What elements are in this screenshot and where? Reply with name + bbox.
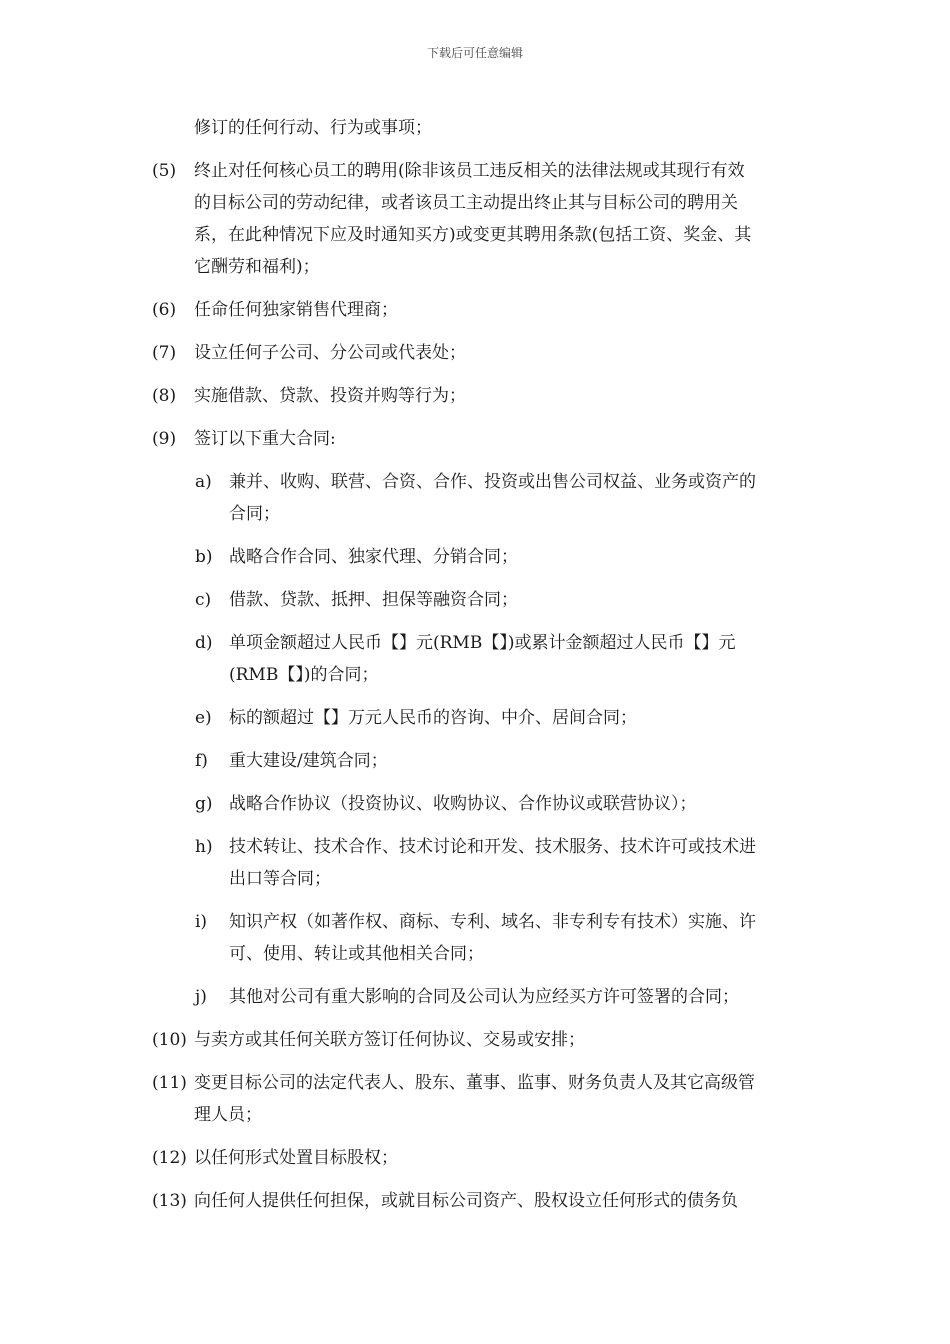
list-marker: b) bbox=[195, 547, 213, 567]
list-marker: c) bbox=[195, 590, 212, 610]
list-item bbox=[0, 1185, 950, 1217]
list-item-continuation bbox=[0, 938, 950, 970]
line-gap bbox=[0, 820, 950, 831]
list-text: 实施借款、贷款、投资并购等行为； bbox=[194, 386, 466, 406]
list-item bbox=[0, 1067, 950, 1099]
list-text: 出口等合同； bbox=[229, 869, 331, 889]
list-item bbox=[0, 627, 950, 659]
line-gap bbox=[0, 970, 950, 981]
list-marker: d) bbox=[195, 633, 213, 653]
list-marker: e) bbox=[195, 708, 212, 728]
list-marker: (12) bbox=[152, 1148, 187, 1168]
list-marker: (6) bbox=[152, 300, 177, 320]
line-gap bbox=[0, 455, 950, 466]
line-gap bbox=[0, 777, 950, 788]
list-text: (RMB【】)的合同； bbox=[229, 665, 379, 685]
list-text: 任命任何独家销售代理商； bbox=[194, 300, 398, 320]
list-marker: (7) bbox=[152, 343, 177, 363]
document-body bbox=[0, 112, 950, 1217]
list-item bbox=[0, 294, 950, 326]
line-gap bbox=[0, 734, 950, 745]
page-header: 下载后可任意编辑 bbox=[426, 46, 523, 60]
list-marker: g) bbox=[195, 794, 213, 814]
list-marker: (10) bbox=[152, 1030, 187, 1050]
line-gap bbox=[0, 895, 950, 906]
line-gap bbox=[0, 1056, 950, 1067]
list-item bbox=[0, 380, 950, 412]
list-item bbox=[0, 155, 950, 187]
list-text: 的目标公司的劳动纪律，或者该员工主动提出终止其与目标公司的聘用关 bbox=[194, 193, 738, 213]
line-gap bbox=[0, 1013, 950, 1024]
line-gap bbox=[0, 412, 950, 423]
list-item bbox=[0, 981, 950, 1013]
list-item bbox=[0, 745, 950, 777]
list-item-continuation bbox=[0, 659, 950, 691]
list-item bbox=[0, 1024, 950, 1056]
list-text: 修订的任何行动、行为或事项； bbox=[194, 118, 432, 138]
list-item bbox=[0, 831, 950, 863]
list-item-continuation bbox=[0, 251, 950, 283]
list-item bbox=[0, 541, 950, 573]
list-text: 技术转让、技术合作、技术讨论和开发、技术服务、技术许可或技术进 bbox=[229, 837, 756, 857]
line-gap bbox=[0, 616, 950, 627]
list-marker: (9) bbox=[152, 429, 177, 449]
list-marker: j) bbox=[195, 987, 207, 1007]
list-text: 重大建设/建筑合同； bbox=[229, 751, 388, 771]
list-text: 合同； bbox=[229, 504, 280, 524]
list-text: 系，在此种情况下应及时通知买方)或变更其聘用条款(包括工资、奖金、其 bbox=[194, 225, 752, 245]
list-text: 战略合作合同、独家代理、分销合同； bbox=[229, 547, 518, 567]
line-gap bbox=[0, 144, 950, 155]
line-gap bbox=[0, 1131, 950, 1142]
list-item-continuation bbox=[0, 219, 950, 251]
list-item bbox=[0, 337, 950, 369]
list-item-continuation bbox=[0, 863, 950, 895]
line-gap bbox=[0, 573, 950, 584]
list-text: 它酬劳和福利)； bbox=[194, 257, 320, 277]
list-marker: (13) bbox=[152, 1191, 187, 1211]
list-text: 知识产权（如著作权、商标、专利、域名、非专利专有技术）实施、许 bbox=[229, 912, 756, 932]
list-item-continuation bbox=[0, 187, 950, 219]
list-marker: i) bbox=[195, 912, 208, 932]
line-gap bbox=[0, 530, 950, 541]
list-marker: a) bbox=[195, 472, 212, 492]
list-marker: h) bbox=[195, 837, 213, 857]
list-text: 终止对任何核心员工的聘用(除非该员工违反相关的法律法规或其现行有效 bbox=[194, 161, 745, 181]
list-text: 与卖方或其任何关联方签订任何协议、交易或安排； bbox=[194, 1030, 585, 1050]
list-text: 可、使用、转让或其他相关合同； bbox=[229, 944, 484, 964]
list-text: 其他对公司有重大影响的合同及公司认为应经买方许可签署的合同； bbox=[229, 987, 739, 1007]
list-marker: (11) bbox=[152, 1073, 187, 1093]
list-marker: (5) bbox=[152, 161, 177, 181]
list-item bbox=[0, 423, 950, 455]
list-text: 签订以下重大合同: bbox=[194, 429, 336, 449]
line-gap bbox=[0, 369, 950, 380]
list-text: 变更目标公司的法定代表人、股东、董事、监事、财务负责人及其它高级管 bbox=[194, 1073, 755, 1093]
list-item-continuation bbox=[0, 112, 950, 144]
list-text: 以任何形式处置目标股权； bbox=[194, 1148, 398, 1168]
list-item bbox=[0, 906, 950, 938]
list-text: 向任何人提供任何担保，或就目标公司资产、股权设立任何形式的债务负 bbox=[194, 1191, 738, 1211]
list-item bbox=[0, 584, 950, 616]
list-text: 借款、贷款、抵押、担保等融资合同； bbox=[229, 590, 518, 610]
line-gap bbox=[0, 283, 950, 294]
line-gap bbox=[0, 326, 950, 337]
line-gap bbox=[0, 1174, 950, 1185]
list-item bbox=[0, 702, 950, 734]
list-text: 理人员； bbox=[194, 1105, 262, 1125]
list-item-continuation bbox=[0, 498, 950, 530]
list-text: 单项金额超过人民币【】元(RMB【】)或累计金额超过人民币【】元 bbox=[229, 633, 736, 653]
list-marker: f) bbox=[195, 751, 208, 771]
list-marker: (8) bbox=[152, 386, 177, 406]
list-item bbox=[0, 788, 950, 820]
list-text: 兼并、收购、联营、合资、合作、投资或出售公司权益、业务或资产的 bbox=[229, 472, 756, 492]
list-text: 标的额超过【】万元人民币的咨询、中介、居间合同； bbox=[229, 708, 637, 728]
list-text: 设立任何子公司、分公司或代表处； bbox=[194, 343, 466, 363]
line-gap bbox=[0, 691, 950, 702]
list-text: 战略合作协议（投资协议、收购协议、合作协议或联营协议）； bbox=[229, 794, 697, 814]
list-item-continuation bbox=[0, 1099, 950, 1131]
list-item bbox=[0, 1142, 950, 1174]
list-item bbox=[0, 466, 950, 498]
